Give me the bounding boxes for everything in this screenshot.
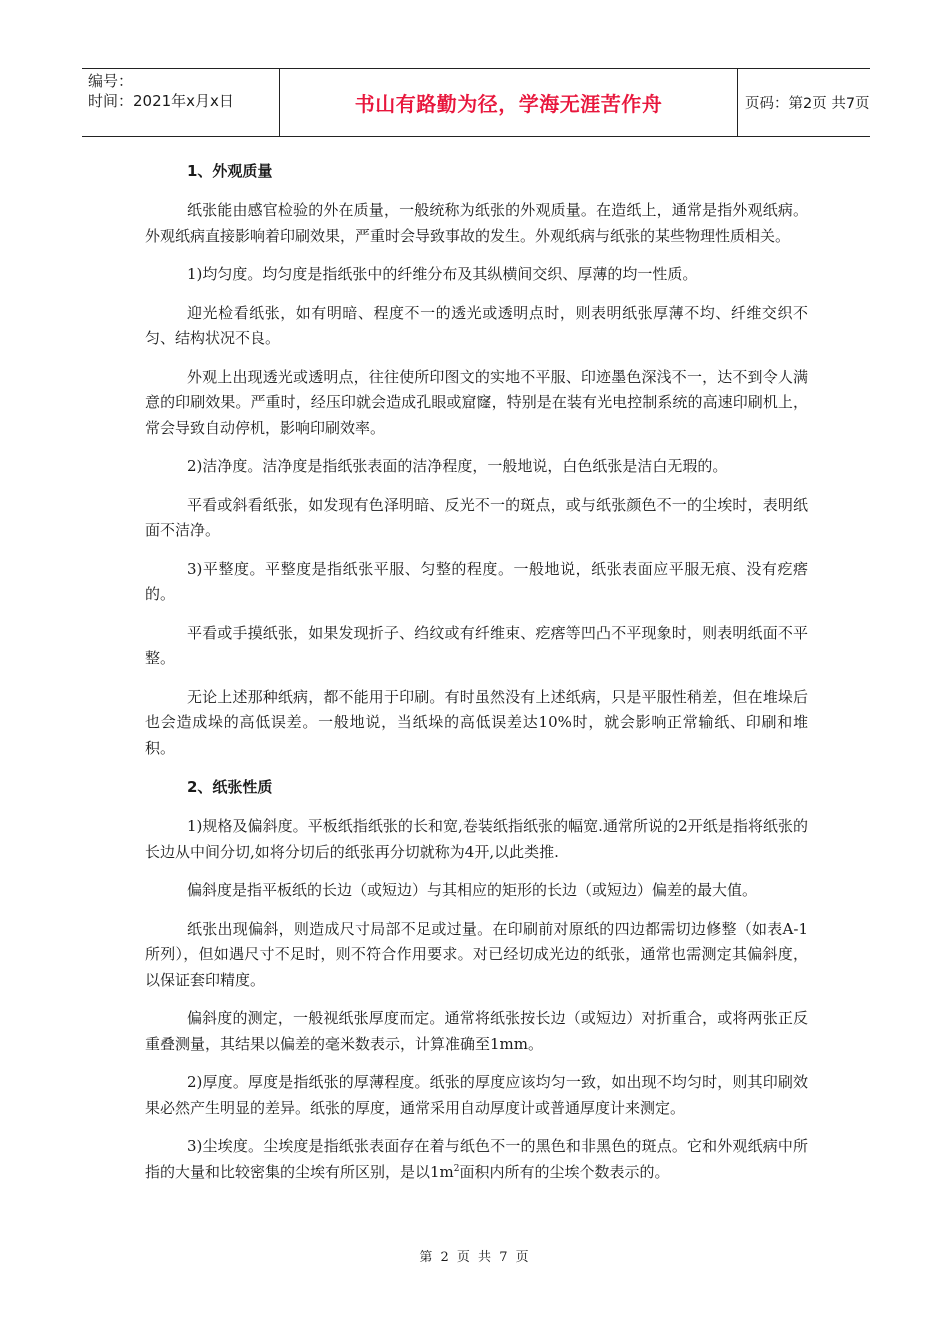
section-heading-appearance: 1、外观质量: [187, 162, 273, 180]
paragraph: 纸张出现偏斜，则造成尺寸局部不足或过量。在印刷前对原纸的四边都需切边修整（如表A-1所列），但如遇尺寸不足时，则不符合作用要求。对已经切成光边的纸张，通常也需测定其偏斜度，以保证套印精度。: [145, 919, 808, 989]
paragraph: 迎光检看纸张，如有明暗、程度不一的透光或透明点时，则表明纸张厚薄不均、纤维交织不匀、结构状况不良。: [145, 303, 808, 347]
paragraph: 外观上出现透光或透明点，往往使所印图文的实地不平服、印迹墨色深浅不一，达不到令人满意的印刷效果。严重时，经压印就会造成孔眼或窟窿，特别是在装有光电控制系统的高速印刷机上，常会导致自动停机，影响印刷效率。: [145, 367, 808, 437]
paragraph: 偏斜度是指平板纸的长边（或短边）与其相应的矩形的长边（或短边）偏差的最大值。: [187, 881, 758, 899]
paragraph: 1)均匀度。均匀度是指纸张中的纤维分布及其纵横间交织、厚薄的均一性质。: [187, 265, 698, 283]
paragraph-text: 面积内所有的尘埃个数表示的。: [459, 1162, 670, 1181]
paragraph: 偏斜度的测定，一般视纸张厚度而定。通常将纸张按长边（或短边）对折重合，或将两张正反重叠测量，其结果以偏差的毫米数表示，计算准确至1mm。: [145, 1009, 808, 1053]
page-footer: 第 2 页 共 7 页: [419, 1250, 531, 1265]
document-body: [145, 158, 808, 1198]
header-meta-cell: [82, 69, 280, 136]
document-number-label: 编号：: [88, 72, 134, 90]
paragraph: [145, 1134, 808, 1185]
paragraph: 无论上述那种纸病，都不能用于印刷。有时虽然没有上述纸病，只是平服性稍差，但在堆垛后也会造成垛的高低误差。一般地说，当纸垛的高低误差达10%时，就会影响正常输纸、印刷和堆积。: [145, 687, 808, 757]
superscript: 2: [453, 1163, 460, 1174]
page-header: [82, 68, 870, 137]
paragraph: 1)规格及偏斜度。平板纸指纸张的长和宽,卷装纸指纸张的幅宽.通常所说的2开纸是指将纸张的长边从中间分切,如将分切后的纸张再分切就称为4开,以此类推.: [145, 817, 808, 861]
paragraph: 平看或手摸纸张，如果发现折子、绉纹或有纤维束、疙瘩等凹凸不平现象时，则表明纸面不平整。: [145, 623, 808, 667]
document-date-label: 时间：2021年x月x日: [88, 92, 234, 110]
paragraph: 2)厚度。厚度是指纸张的厚薄程度。纸张的厚度应该均匀一致，如出现不均匀时，则其印刷效果必然产生明显的差异。纸张的厚度，通常采用自动厚度计或普通厚度计来测定。: [145, 1073, 808, 1117]
section-heading-properties: 2、纸张性质: [187, 778, 273, 796]
paragraph: 纸张能由感官检验的外在质量，一般统称为纸张的外观质量。在造纸上，通常是指外观纸病。外观纸病直接影响着印刷效果，严重时会导致事故的发生。外观纸病与纸张的某些物理性质相关。: [145, 201, 808, 245]
header-page-indicator: 页码：第2页 共7页: [745, 96, 870, 112]
paragraph: 3)平整度。平整度是指纸张平服、匀整的程度。一般地说，纸张表面应平服无痕、没有疙瘩的。: [145, 559, 808, 603]
header-motto: 书山有路勤为径，学海无涯苦作舟: [280, 69, 738, 136]
paragraph-text: 3)尘埃度。尘埃度是指纸张表面存在着与纸色不一的黑色和非黑色的斑点。它和外观纸病中所指的大量和比较密集的尘埃有所区别，是以1m: [145, 1137, 808, 1181]
paragraph: 平看或斜看纸张，如发现有色泽明暗、反光不一的斑点，或与纸张颜色不一的尘埃时，表明纸面不洁净。: [145, 495, 808, 539]
paragraph: 2)洁净度。洁净度是指纸张表面的洁净程度，一般地说，白色纸张是洁白无瑕的。: [187, 457, 728, 475]
